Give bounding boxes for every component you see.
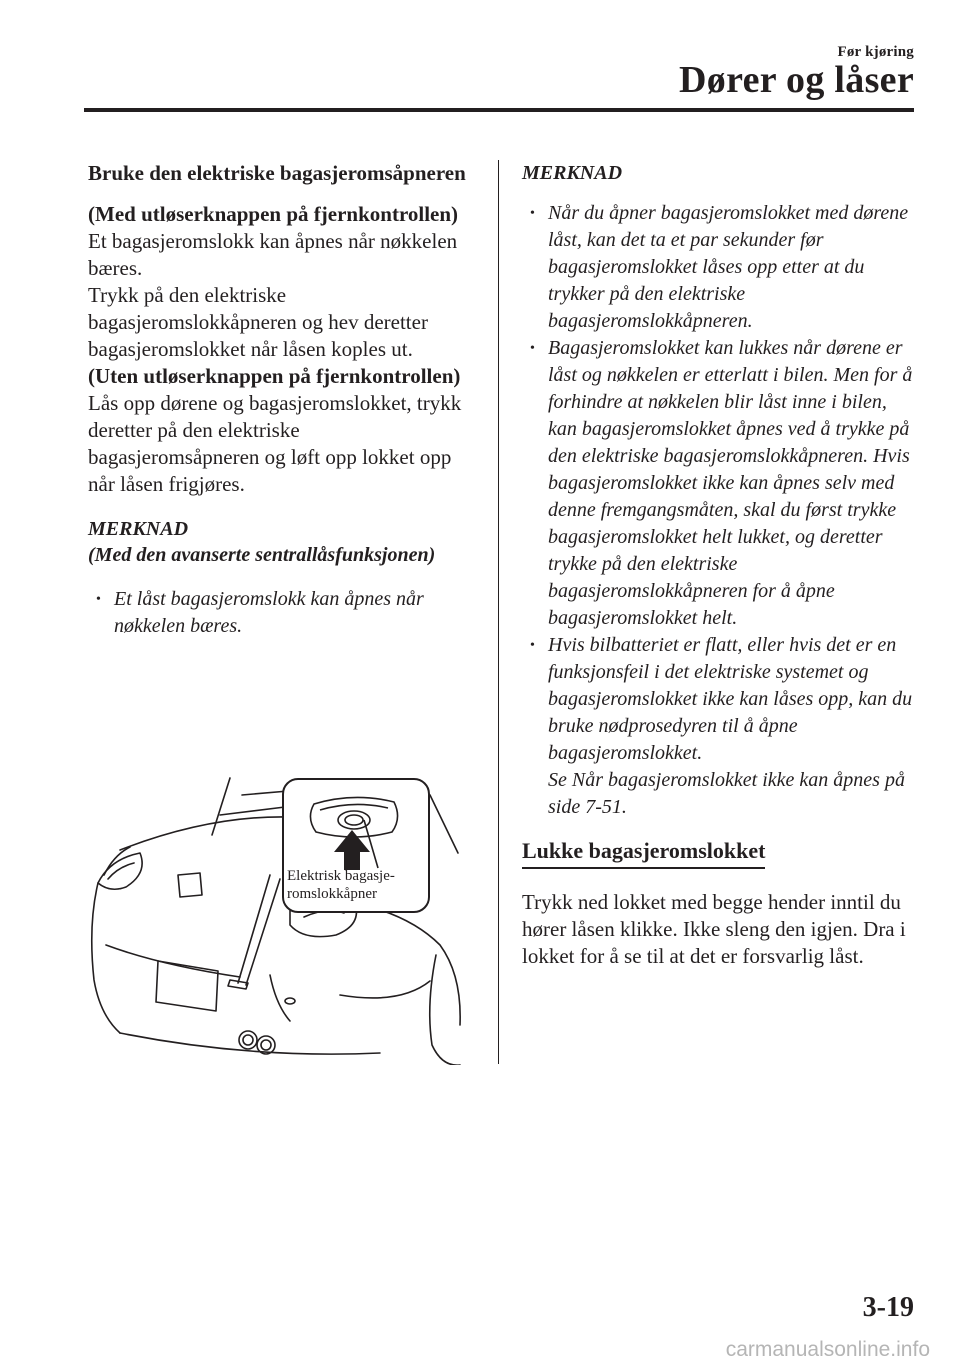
note-bullet-list [88,586,468,640]
left-column [88,160,468,640]
bullet-icon: • [530,341,535,356]
bullet-icon: • [530,206,535,221]
note-title: (Med den avanserte sentrallåsfunksjonen) [88,544,436,566]
chapter-title: Dører og låser [679,59,914,101]
header-rule [84,108,914,112]
watermark: carmanualsonline.info [725,1338,930,1361]
body-paragraph: Lås opp dørene og bagasjeromslokket, trykk deretter på den elektriske bagasjeromsåpneren og løft opp lokket opp når låsen frigjøres. [88,391,462,496]
list-item: • Et låst bagasjeromslokk kan åpnes når nøkkelen bæres. [96,588,424,637]
note-bullet-list [522,200,918,821]
body-paragraph: Trykk ned lokket med begge hender inntil du hører låsen klikke. Ikke sleng den igjen. Dra i lokket for å se til at det er forsvarlig låst. [522,890,906,968]
section-label: Før kjøring [837,44,914,60]
list-item: • Når du åpner bagasjeromslokket med dørene låst, kan det ta et par sekunder før bagasjeromslokket låses opp etter at du trykker på den elektriske bagasjeromslokkåpneren. [530,202,909,332]
section-heading: Bruke den elektriske bagasjeromsåpneren [88,161,466,185]
note-label: MERKNAD [522,162,623,184]
subheading-with-remote-button: (Med utløserknappen på fjernkontrollen) [88,202,459,226]
bullet-icon: • [96,592,101,607]
right-column [522,160,918,970]
column-divider [498,160,499,1064]
page-number: 3-19 [862,1292,914,1323]
list-item: • Hvis bilbatteriet er flatt, eller hvis det er en funksjonsfeil i det elektriske systemet og bagasjeromslokket ikke kan låses opp, kan du bruke nødprosedyren til å åpne bagasjeromslokket. Se Når bagasjeromslokket ikke kan åpnes på side 7-51. [530,634,913,818]
note-label: MERKNAD [88,518,189,540]
body-paragraph: Et bagasjeromslokk kan åpnes når nøkkelen bæres. [88,229,458,280]
callout-label: Elektrisk bagasje- romslokkåpner [287,868,395,902]
cross-reference[interactable]: Se Når bagasjeromslokket ikke kan åpnes på side 7-51. [548,769,905,818]
body-paragraph: Trykk på den elektriske bagasjeromslokkåpneren og hev deretter bagasjeromslokket når låsen koples ut. [88,283,428,361]
list-item: • Bagasjeromslokket kan lukkes når dørene er låst og nøkkelen er etterlatt i bilen. Men for å forhindre at nøkkelen blir låst inne i bilen, kan bagasjeromslokket åpnes ved å trykke på den elektriske bagasjeromslokkåpneren. Hvis bagasjeromslokket ikke kan åpnes selv med denne fremgangsmåten, skal du først trykke bagasjeromslokket helt lukket, og deretter trykke på den elektriske bagasjeromslokkåpneren for å åpne bagasjeromslokket helt. [530,337,913,629]
bullet-icon: • [530,638,535,653]
subheading-without-remote-button: (Uten utløserknappen på fjernkontrollen) [88,364,461,388]
subsection-title: Lukke bagasjeromslokket [522,837,765,869]
